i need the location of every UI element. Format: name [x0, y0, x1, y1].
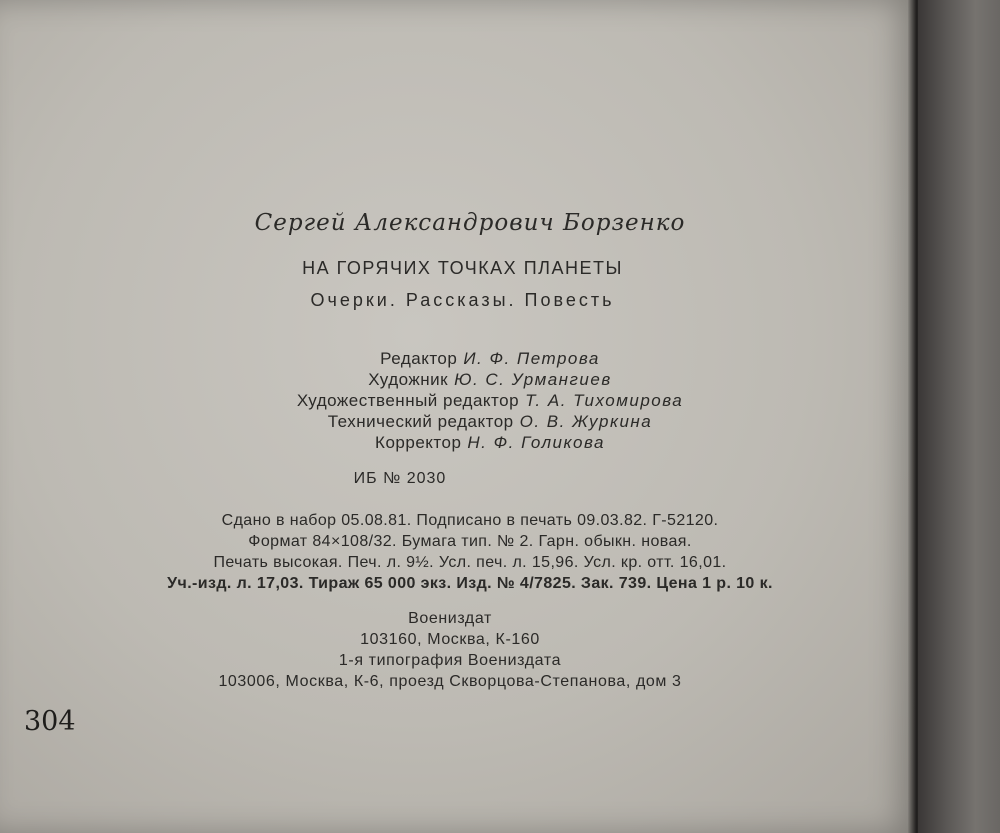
book-genre: Очерки. Рассказы. Повесть	[310, 290, 615, 310]
book-title: НА ГОРЯЧИХ ТОЧКАХ ПЛАНЕТЫ	[302, 258, 623, 278]
imprint-line: Формат 84×108/32. Бумага тип. № 2. Гарн. обыкн. новая.	[248, 533, 692, 550]
credit-name: Т. А. Тихомирова	[525, 391, 684, 410]
credit-role: Технический редактор	[327, 412, 514, 431]
ib-number: ИБ № 2030	[353, 470, 447, 487]
publisher-block	[0, 608, 900, 692]
credit-role: Редактор	[380, 349, 458, 368]
credit-line	[160, 348, 820, 369]
credit-line	[160, 369, 820, 390]
credit-role: Художественный редактор	[296, 391, 520, 410]
credits-block	[160, 348, 820, 453]
publisher-address: 103160, Москва, К-160	[360, 631, 540, 648]
page-number: 304	[24, 706, 76, 737]
credit-role: Художник	[368, 370, 449, 389]
credit-line	[160, 411, 820, 432]
credit-name: О. В. Журкина	[519, 412, 653, 431]
imprint-line: Печать высокая. Печ. л. 9½. Усл. печ. л. 15,96. Усл. кр. отт. 16,01.	[213, 554, 727, 571]
credit-name: И. Ф. Петрова	[463, 349, 600, 368]
credit-name: Ю. С. Урмангиев	[454, 370, 612, 389]
credit-role: Корректор	[375, 433, 462, 452]
publisher-name: Воениздат	[408, 610, 492, 627]
printer-address: 103006, Москва, К-6, проезд Скворцова-Степанова, дом 3	[218, 673, 682, 690]
imprint-line: Уч.-изд. л. 17,03. Тираж 65 000 экз. Изд. № 4/7825. Зак. 739. Цена 1 р. 10 к.	[167, 575, 773, 592]
credit-name: Н. Ф. Голикова	[467, 433, 605, 452]
adjacent-page-edge	[918, 0, 1000, 833]
credit-line	[160, 432, 820, 453]
printer-name: 1-я типография Воениздата	[338, 652, 562, 669]
credit-line	[160, 390, 820, 411]
author-name: Сергей Александрович Борзенко	[254, 210, 686, 236]
imprint-block	[30, 510, 910, 594]
imprint-line: Сдано в набор 05.08.81. Подписано в печать 09.03.82. Г-52120.	[221, 512, 719, 529]
